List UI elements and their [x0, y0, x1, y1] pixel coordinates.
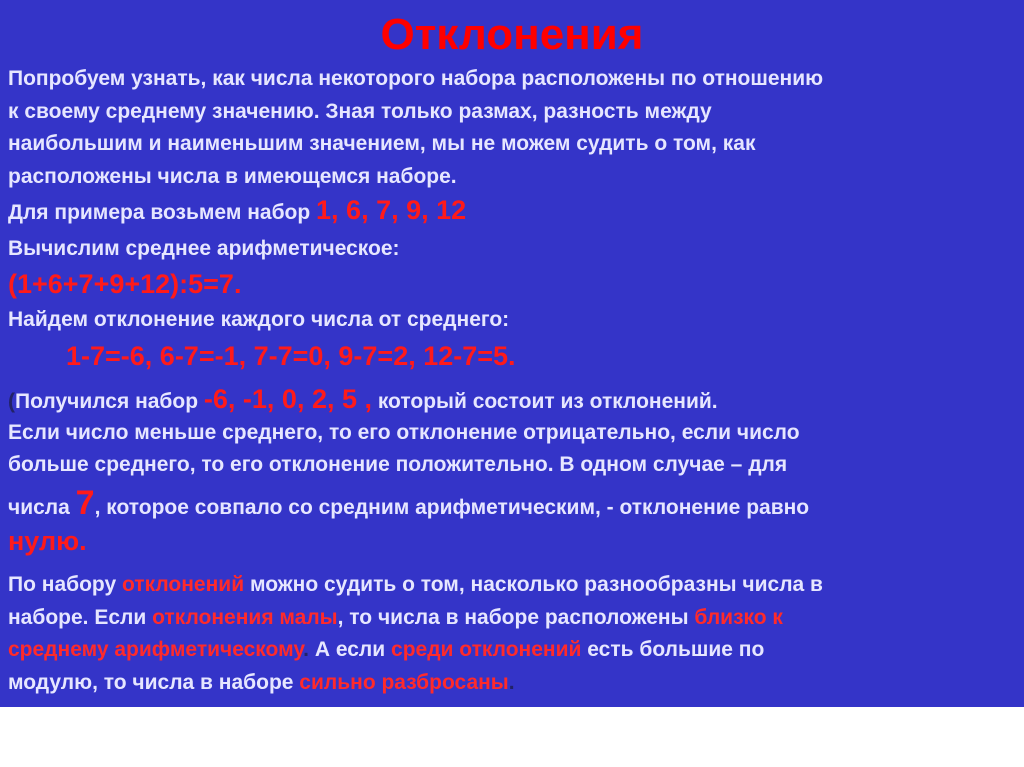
conclusion-dot: .	[508, 670, 515, 694]
compute-label: Вычислим среднее арифметическое:	[8, 237, 400, 260]
mean-formula-text: (1+6+7+9+12):5=7.	[8, 269, 242, 299]
example-set: 1, 6, 7, 9, 12	[316, 195, 467, 225]
intro-line: к своему среднему значению. Зная только размах, разность между	[8, 99, 712, 123]
conclusion-text: , то числа в наборе расположены	[337, 605, 695, 629]
conclusion-paragraph	[8, 569, 1016, 699]
mean-formula	[8, 263, 1016, 308]
conclusion-text: можно судить о том, насколько разнообразны числа в	[244, 573, 823, 596]
zero-line	[8, 521, 1016, 564]
explain-paragraph	[8, 417, 1016, 481]
highlight-small-deviations: отклонения малы	[152, 605, 338, 629]
example-line	[8, 190, 1016, 233]
explain-line: больше среднего, то его отклонение положительно. В одном случае – для	[8, 453, 788, 476]
explain-line: Если число меньше среднего, то его отклонение отрицательно, если число	[8, 421, 800, 444]
seven-number: 7	[75, 484, 95, 522]
seven-prefix: числа	[8, 496, 76, 519]
highlight-among-deviations: среди отклонений	[391, 638, 582, 661]
result-line	[8, 380, 1016, 421]
slide-title: Отклонения	[380, 10, 644, 59]
deviations-text: 1-7=-6, 6-7=-1, 7-7=0, 9-7=2, 12-7=5.	[66, 341, 516, 371]
highlight-mean: среднему арифметическому	[8, 638, 304, 661]
result-suffix: который состоит из отклонений.	[371, 390, 718, 413]
find-label: Найдем отклонение каждого числа от среднего:	[8, 308, 510, 331]
conclusion-text: модулю, то числа в наборе	[8, 670, 300, 694]
intro-line: Попробуем узнать, как числа некоторого набора расположены по отношению	[8, 67, 824, 90]
conclusion-line	[8, 667, 1016, 700]
conclusion-text: наборе. Если	[8, 605, 153, 629]
intro-paragraph	[8, 63, 1016, 193]
result-set: -6, -1, 0, 2, 5 ,	[203, 384, 372, 414]
intro-line: расположены числа в имеющемся наборе.	[8, 164, 457, 188]
highlight-deviations: отклонений	[121, 573, 245, 596]
highlight-scattered: сильно разбросаны	[299, 670, 509, 694]
result-prefix: Получился набор	[15, 390, 204, 413]
zero-word: нулю.	[8, 526, 87, 556]
conclusion-text: есть большие по	[581, 638, 765, 661]
intro-line: наибольшим и наименьшим значением, мы не можем судить о том, как	[8, 132, 756, 155]
deviations-line	[8, 334, 1016, 381]
example-prefix: Для примера возьмем набор	[8, 201, 317, 224]
result-open-paren: (	[8, 390, 15, 413]
conclusion-line	[8, 569, 1016, 602]
conclusion-text: По набору	[8, 573, 122, 596]
conclusion-line	[8, 602, 1016, 635]
conclusion-dot: .	[303, 638, 310, 661]
conclusion-text: А если	[309, 638, 392, 661]
conclusion-line	[8, 634, 1016, 667]
seven-suffix: , которое совпало со средним арифметическим, - отклонение равно	[94, 496, 810, 519]
highlight-close-to: близко к	[694, 605, 783, 629]
